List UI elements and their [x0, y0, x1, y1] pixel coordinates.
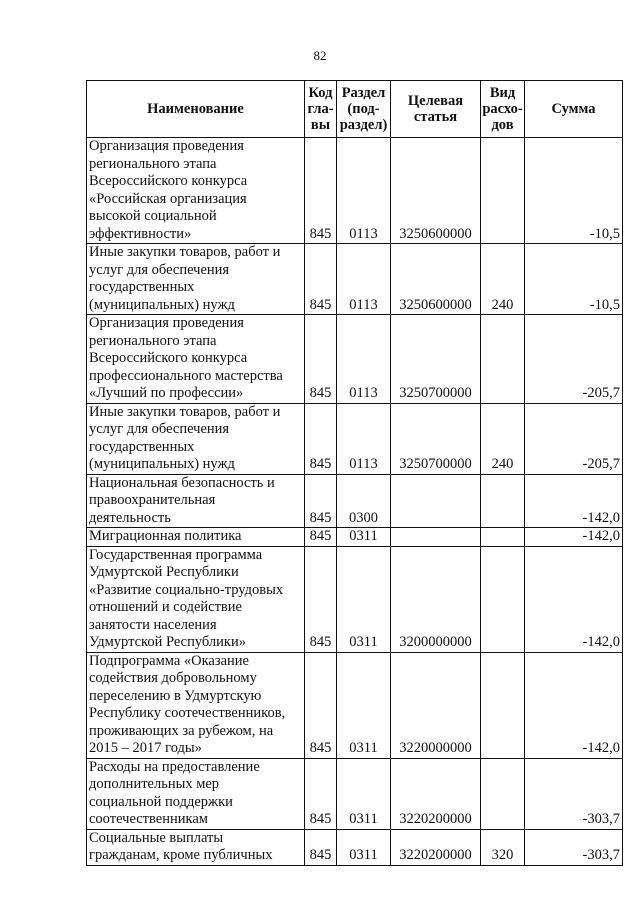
header-amount: Сумма: [525, 81, 623, 138]
budget-table: [86, 80, 623, 866]
row-amount: -303,7: [525, 758, 623, 829]
row-name: Организация проведения регионального этапа Всероссийского конкурса «Российская организация высокой социальной эффективности»: [87, 138, 305, 244]
row-amount: -142,0: [525, 652, 623, 758]
row-target: 3250700000: [391, 315, 481, 404]
table-row: [87, 244, 623, 315]
row-section: 0113: [337, 244, 391, 315]
row-name: Социальные выплаты гражданам, кроме публичных: [87, 829, 305, 865]
row-amount: -10,5: [525, 138, 623, 244]
row-section: 0311: [337, 758, 391, 829]
row-code: 845: [305, 829, 337, 865]
row-target: 3250600000: [391, 138, 481, 244]
row-name: Расходы на предоставление дополнительных мер социальной поддержки соотечественникам: [87, 758, 305, 829]
row-target: 3220200000: [391, 758, 481, 829]
row-code: 845: [305, 758, 337, 829]
row-name: Национальная безопасность и правоохранительная деятельность: [87, 474, 305, 528]
row-section: 0300: [337, 474, 391, 528]
header-target: Целевая статья: [391, 81, 481, 138]
row-type: [481, 315, 525, 404]
header-name: Наименование: [87, 81, 305, 138]
row-section: 0311: [337, 546, 391, 652]
header-type: Вид расхо- дов: [481, 81, 525, 138]
row-type: [481, 474, 525, 528]
row-target: 3220000000: [391, 652, 481, 758]
table-row: [87, 138, 623, 244]
row-amount: -303,7: [525, 829, 623, 865]
row-code: 845: [305, 315, 337, 404]
table-row: [87, 403, 623, 474]
row-target: 3250600000: [391, 244, 481, 315]
row-target: 3220200000: [391, 829, 481, 865]
row-code: 845: [305, 138, 337, 244]
row-amount: -205,7: [525, 403, 623, 474]
row-name: Иные закупки товаров, работ и услуг для обеспечения государственных (муниципальных) нужд: [87, 244, 305, 315]
row-code: 845: [305, 474, 337, 528]
row-target: [391, 474, 481, 528]
table-row: [87, 474, 623, 528]
row-section: 0311: [337, 652, 391, 758]
row-code: 845: [305, 244, 337, 315]
row-type: [481, 652, 525, 758]
row-amount: -142,0: [525, 546, 623, 652]
row-type: 240: [481, 403, 525, 474]
row-section: 0113: [337, 315, 391, 404]
row-section: 0311: [337, 528, 391, 547]
table-row: [87, 758, 623, 829]
row-name: Миграционная политика: [87, 528, 305, 547]
row-name: Подпрограмма «Оказание содействия добровольному переселению в Удмуртскую Республику соотечественников, проживающих за рубежом, на 2015 – 2017 годы»: [87, 652, 305, 758]
table-row: [87, 315, 623, 404]
header-code: Код гла- вы: [305, 81, 337, 138]
row-name: Иные закупки товаров, работ и услуг для обеспечения государственных (муниципальных) нужд: [87, 403, 305, 474]
row-type: [481, 528, 525, 547]
page-number: 82: [313, 48, 327, 63]
row-type: [481, 758, 525, 829]
table-header-row: [87, 81, 623, 138]
row-amount: -10,5: [525, 244, 623, 315]
row-section: 0113: [337, 138, 391, 244]
table-row: [87, 546, 623, 652]
row-amount: -205,7: [525, 315, 623, 404]
row-target: 3250700000: [391, 403, 481, 474]
row-section: 0311: [337, 829, 391, 865]
row-type: [481, 546, 525, 652]
row-section: 0113: [337, 403, 391, 474]
row-target: 3200000000: [391, 546, 481, 652]
table-row: [87, 528, 623, 547]
row-type: 240: [481, 244, 525, 315]
row-type: 320: [481, 829, 525, 865]
row-code: 845: [305, 403, 337, 474]
header-section: Раздел (под- раздел): [337, 81, 391, 138]
row-amount: -142,0: [525, 528, 623, 547]
row-type: [481, 138, 525, 244]
row-amount: -142,0: [525, 474, 623, 528]
row-code: 845: [305, 652, 337, 758]
row-code: 845: [305, 546, 337, 652]
row-name: Государственная программа Удмуртской Республики «Развитие социально-трудовых отношений и содействие занятости населения Удмуртской Республики»: [87, 546, 305, 652]
row-target: [391, 528, 481, 547]
row-code: 845: [305, 528, 337, 547]
row-name: Организация проведения регионального этапа Всероссийского конкурса профессионального мастерства «Лучший по профессии»: [87, 315, 305, 404]
table-row: [87, 652, 623, 758]
table-row: [87, 829, 623, 865]
